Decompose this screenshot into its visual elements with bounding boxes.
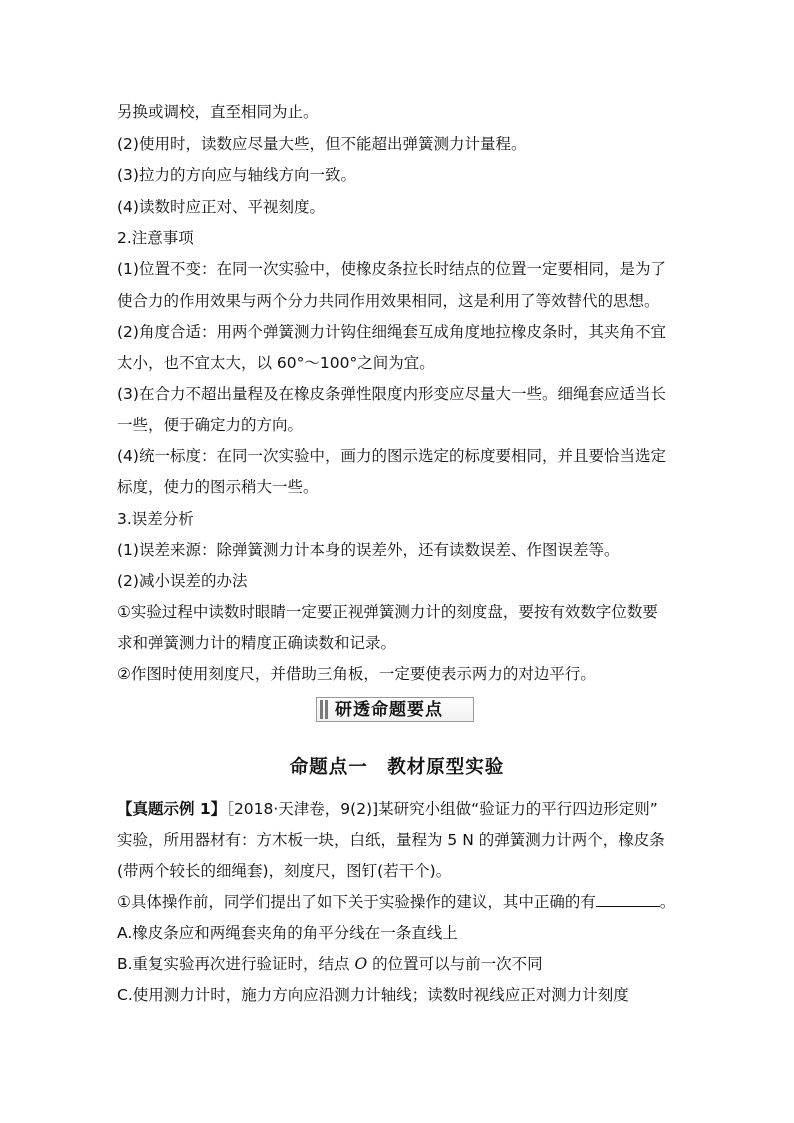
- text-line: (4)读数时应正对、平视刻度。: [117, 198, 325, 216]
- text-line: 求和弹簧测力计的精度正确读数和记录。: [117, 634, 397, 652]
- text-line: (1)误差来源：除弹簧测力计本身的误差外，还有读数误差、作图误差等。: [117, 541, 620, 559]
- text-line: 标度，使力的图示稍大一些。: [117, 478, 319, 496]
- text-line: (3)拉力的方向应与轴线方向一致。: [117, 166, 356, 184]
- banner-bar-decoration: [320, 700, 323, 719]
- example-source: ［2018·天津卷，9(2)]某研究小组做“验证力的平行四边形定则”: [226, 800, 658, 818]
- text-line: 一些，便于确定力的方向。: [117, 416, 304, 434]
- text-line: (4)统一标度：在同一次实验中，画力的图示选定的标度要相同，并且要恰当选定: [117, 447, 666, 465]
- option-b-variable: O: [354, 955, 368, 973]
- text-line: ①实验过程中读数时眼睛一定要正视弹簧测力计的刻度盘，要按有效数字位数要: [117, 603, 658, 621]
- answer-blank[interactable]: [596, 892, 660, 907]
- example-line: [117, 799, 658, 819]
- text-line: (2)使用时，读数应尽量大些，但不能超出弹簧测力计量程。: [117, 135, 527, 153]
- text-line: 另换或调校，直至相同为止。: [117, 103, 319, 121]
- option-b-pre: B.重复实验再次进行验证时，结点: [117, 955, 355, 973]
- text-line: (带两个较长的细绳套)，刻度尺，图钉(若干个)。: [117, 862, 452, 880]
- subheading: 2.注意事项: [117, 229, 194, 247]
- section-title: 命题点一 教材原型实验: [289, 757, 505, 778]
- text-line: (3)在合力不超出量程及在橡皮条弹性限度内形变应尽量大一些。细绳套应适当长: [117, 385, 666, 403]
- text-line: (2)减小误差的办法: [117, 572, 248, 590]
- question-text: ①具体操作前，同学们提出了如下关于实验操作的建议，其中正确的有: [117, 893, 596, 911]
- text-line: ②作图时使用刻度尺，并借助三角板，一定要使表示两力的对边平行。: [117, 665, 596, 683]
- option-b-post: 的位置可以与前一次不同: [367, 955, 543, 973]
- section-banner: [316, 697, 474, 722]
- example-label: 【真题示例 1】: [117, 800, 227, 818]
- subheading: 3.误差分析: [117, 510, 194, 528]
- text-line: 使合力的作用效果与两个分力共同作用效果相同，这是利用了等效替代的思想。: [117, 292, 660, 310]
- text-line: (1)位置不变：在同一次实验中，使橡皮条拉长时结点的位置一定要相同，是为了: [117, 260, 666, 278]
- question-line: [117, 892, 675, 912]
- option-a: A.橡皮条应和两绳套夹角的角平分线在一条直线上: [117, 924, 458, 942]
- option-b: [117, 954, 543, 974]
- text-line: 实验，所用器材有：方木板一块，白纸，量程为 5 N 的弹簧测力计两个，橡皮条: [117, 831, 665, 849]
- text-line: (2)角度合适：用两个弹簧测力计钩住细绳套互成角度地拉橡皮条时，其夹角不宜: [117, 323, 666, 341]
- banner-title: 研透命题要点: [335, 700, 443, 720]
- question-end: 。: [659, 893, 676, 911]
- option-c: C.使用测力计时，施力方向应沿测力计轴线；读数时视线应正对测力计刻度: [117, 986, 629, 1004]
- text-line: 太小，也不宜太大，以 60°～100°之间为宜。: [117, 354, 435, 372]
- banner-bar-decoration: [325, 700, 328, 719]
